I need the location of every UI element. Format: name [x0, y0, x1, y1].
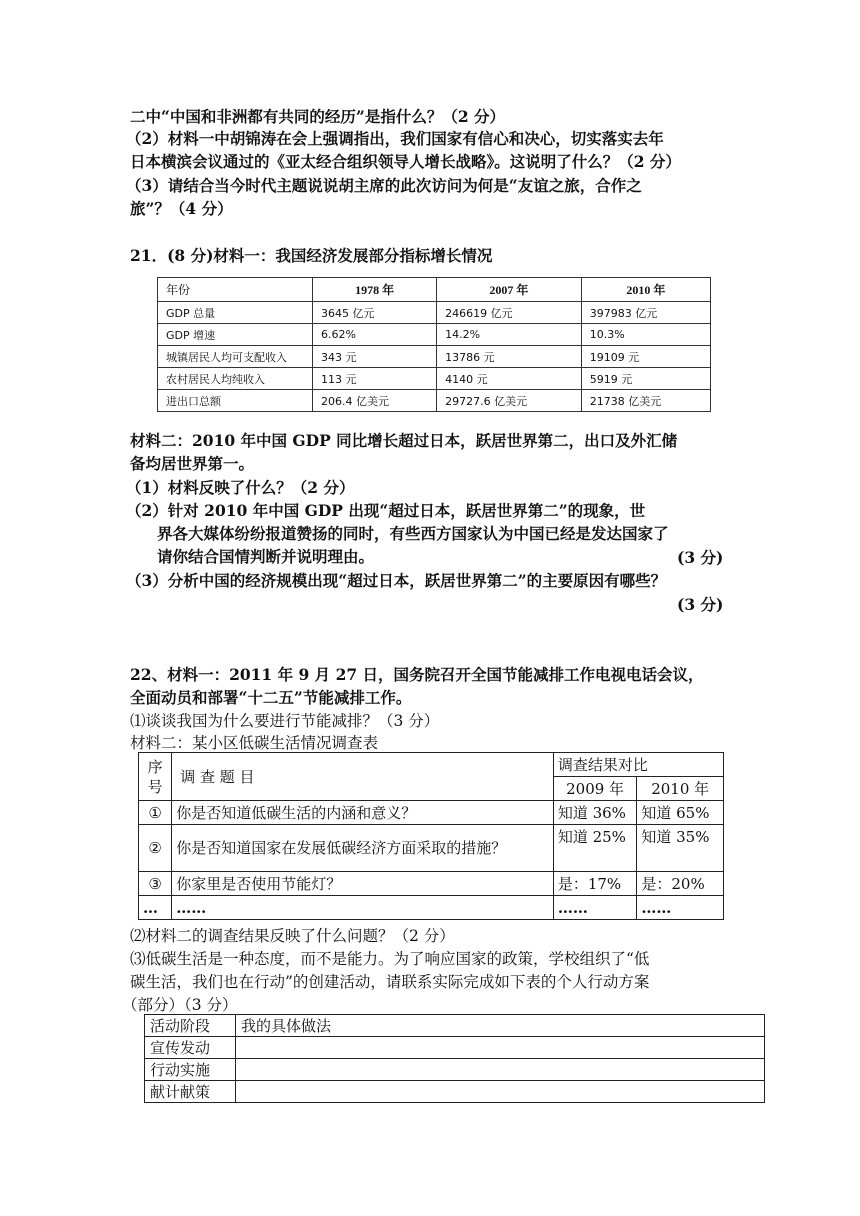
table-header-cell: 2007 年: [437, 278, 582, 302]
table-cell: 城镇居民人均可支配收入: [158, 346, 313, 368]
q20-line-1: 二中“中国和非洲都有共同的经历”是指什么？（2 分）: [130, 107, 506, 126]
table-cell: 3645 亿元: [313, 302, 437, 324]
q22-sub3-line-1: ⑶低碳生活是一种态度，而不是能力。为了响应国家的政策，学校组织了“低: [130, 950, 650, 968]
table-row: [158, 302, 711, 324]
table-cell: 你是否知道低碳生活的内涵和意义？: [172, 801, 554, 825]
table-row: [158, 390, 711, 412]
table-header-cell: 我的具体做法: [236, 1015, 765, 1037]
table-cell: 10.3%: [581, 324, 710, 346]
table-cell: ②: [139, 825, 172, 872]
table-cell: 是：20%: [637, 872, 724, 896]
table-header-cell: 调 查 题 目: [172, 753, 554, 801]
q22-intro-line-2: 全面动员和部署“十二五”节能减排工作。: [130, 688, 412, 707]
q21-material2-line-2: 备均居世界第一。: [130, 454, 255, 473]
table-cell: 206.4 亿美元: [313, 390, 437, 412]
table-header-cell: 2010 年: [637, 777, 724, 801]
table-cell: 知道 65%: [637, 801, 724, 825]
table-cell: 4140 元: [437, 368, 582, 390]
table-row: [139, 896, 724, 920]
table-cell: ……: [172, 896, 554, 920]
table-cell: ③: [139, 872, 172, 896]
q21-sub3-line-1: （3）分析中国的经济规模出现“超过日本，跃居世界第二”的主要原因有哪些？: [126, 571, 667, 590]
table-cell: 246619 亿元: [437, 302, 582, 324]
answer-cell[interactable]: [236, 1081, 765, 1103]
table-cell: 397983 亿元: [581, 302, 710, 324]
table-cell: 5919 元: [581, 368, 710, 390]
table-row: [145, 1037, 765, 1059]
table-cell: 知道 25%: [553, 825, 637, 872]
q20-line-3: 日本横滨会议通过的《亚太经合组织领导人增长战略》。这说明了什么？（2 分）: [130, 152, 681, 171]
table-header-cell: 年份: [158, 278, 313, 302]
table-cell: 你家里是否使用节能灯？: [172, 872, 554, 896]
q22-sub3-line-2: 碳生活，我们也在行动”的创建活动，请联系实际完成如下表的个人行动方案: [130, 973, 650, 991]
table-cell: GDP 总量: [158, 302, 313, 324]
table-cell: 14.2%: [437, 324, 582, 346]
q20-line-4: （3）请结合当今时代主题说说胡主席的此次访问为何是“友谊之旅，合作之: [126, 176, 642, 195]
q21-sub2-line-3: 请你结合国情判断并说明理由。: [157, 547, 375, 566]
table-header-cell: 1978 年: [313, 278, 437, 302]
table-cell: 343 元: [313, 346, 437, 368]
table-header-row: [158, 278, 711, 302]
table-cell: ①: [139, 801, 172, 825]
table-header-cell: 活动阶段: [145, 1015, 236, 1037]
table-cell: ……: [637, 896, 724, 920]
table-row: [158, 368, 711, 390]
table-row: [158, 324, 711, 346]
q21-sub1: （1）材料反映了什么？（2 分）: [126, 478, 355, 497]
table-row: [139, 825, 724, 872]
table-cell: 29727.6 亿美元: [437, 390, 582, 412]
table-header-row: [139, 753, 724, 777]
q21-sub2-line-2: 界各大媒体纷纷报道赞扬的同时，有些西方国家认为中国已经是发达国家了: [157, 524, 669, 543]
q22-sub2: ⑵材料二的调查结果反映了什么问题？（2 分）: [130, 927, 455, 945]
table-cell: 农村居民人均纯收入: [158, 368, 313, 390]
table-header-cell: 2009 年: [553, 777, 637, 801]
table-cell: …: [139, 896, 172, 920]
table-header-cell: 2010 年: [581, 278, 710, 302]
q20-line-5: 旅”？（4 分）: [130, 199, 233, 218]
table-cell: 知道 36%: [553, 801, 637, 825]
table-cell: 21738 亿美元: [581, 390, 710, 412]
q21-sub2-score: (3 分): [677, 548, 724, 567]
table-cell: GDP 增速: [158, 324, 313, 346]
table-cell: 113 元: [313, 368, 437, 390]
table-cell: 19109 元: [581, 346, 710, 368]
answer-cell[interactable]: [236, 1037, 765, 1059]
low-carbon-survey-table: [138, 752, 724, 920]
table-cell: 13786 元: [437, 346, 582, 368]
table-cell: 你是否知道国家在发展低碳经济方面采取的措施？: [172, 825, 554, 872]
table-row: [145, 1059, 765, 1081]
table-cell: ……: [553, 896, 637, 920]
q20-line-2: （2）材料一中胡锦涛在会上强调指出，我们国家有信心和决心，切实落实去年: [126, 129, 664, 148]
table-cell: 宣传发动: [145, 1037, 236, 1059]
q21-sub3-score: (3 分): [677, 595, 724, 614]
table-cell: 6.62%: [313, 324, 437, 346]
table-cell: 知道 35%: [637, 825, 724, 872]
q21-sub2-line-1: （2）针对 2010 年中国 GDP 出现“超过日本，跃居世界第二”的现象，世: [126, 501, 646, 520]
q21-material2-line-1: 材料二：2010 年中国 GDP 同比增长超过日本，跃居世界第二，出口及外汇储: [130, 431, 678, 450]
table-header-row: [145, 1015, 765, 1037]
table-header-cell: 序号: [139, 753, 172, 801]
table-row: [139, 872, 724, 896]
action-plan-table: [144, 1014, 765, 1103]
table-cell: 行动实施: [145, 1059, 236, 1081]
table-cell: 是：17%: [553, 872, 637, 896]
q22-sub1: ⑴谈谈我国为什么要进行节能减排？（3 分）: [130, 712, 440, 730]
table-cell: 进出口总额: [158, 390, 313, 412]
table-row: [145, 1081, 765, 1103]
q21-indicator-table: [157, 277, 711, 412]
table-cell: 献计献策: [145, 1081, 236, 1103]
table-row: [158, 346, 711, 368]
table-header-cell: 调查结果对比: [553, 753, 723, 777]
q22-sub3-line-3: （部分）（3 分）: [122, 996, 238, 1014]
q22-intro-line-1: 22、材料一：2011 年 9 月 27 日，国务院召开全国节能减排工作电视电话会议，: [130, 665, 704, 684]
answer-cell[interactable]: [236, 1059, 765, 1081]
table-row: [139, 801, 724, 825]
q21-title: 21．(8 分)材料一：我国经济发展部分指标增长情况: [130, 246, 493, 265]
q22-material2: 材料二：某小区低碳生活情况调查表: [130, 734, 379, 752]
